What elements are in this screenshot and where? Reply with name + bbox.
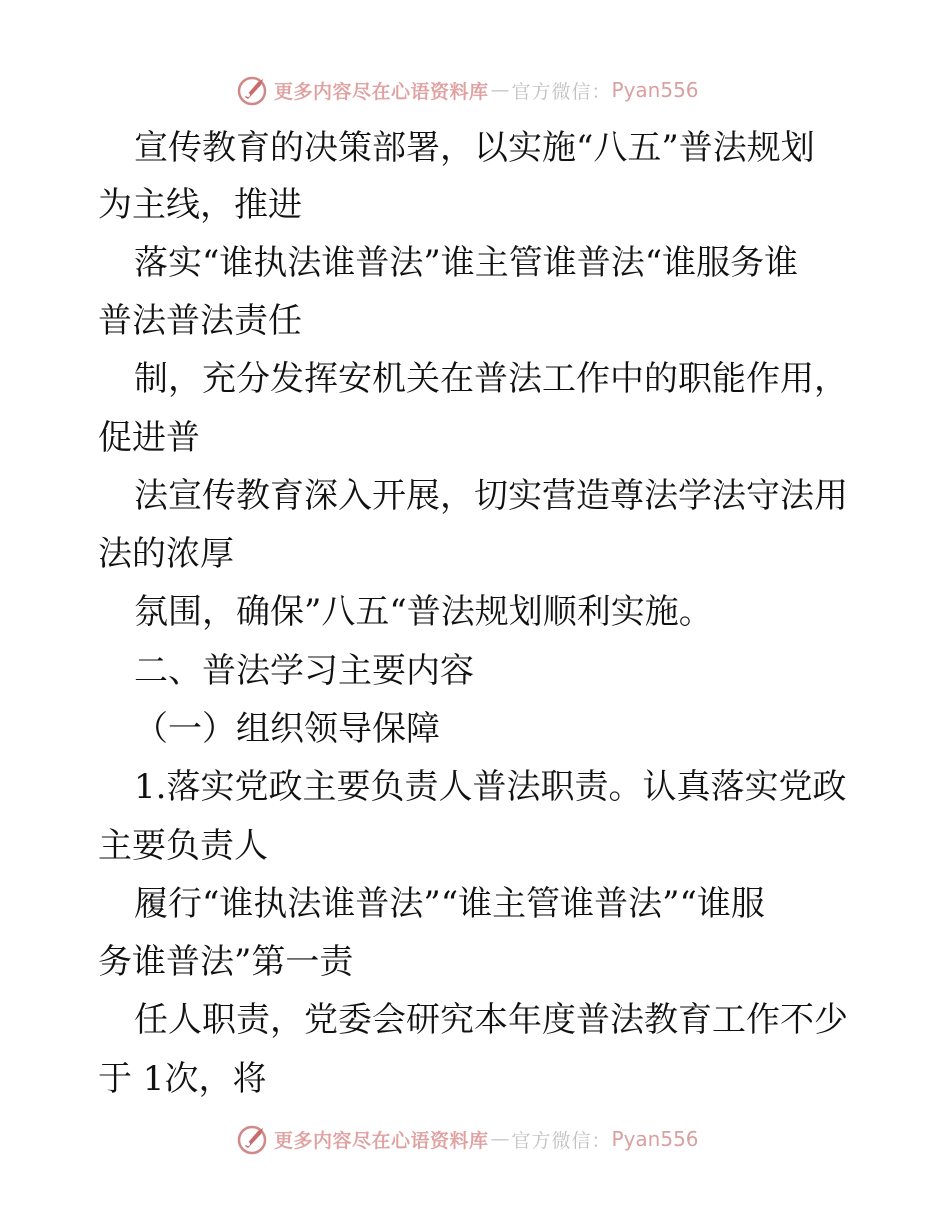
watermark-subtext: 官方微信： <box>511 1129 612 1152</box>
footer-watermark <box>236 1121 699 1157</box>
header-watermark <box>236 72 699 108</box>
text-line: 法的浓厚 <box>98 534 234 574</box>
watermark-text: 更多内容尽在心语资料库 <box>274 1129 489 1152</box>
text-line: 履行“谁执法谁普法”“谁主管谁普法”“谁服 <box>134 884 765 924</box>
pen-nib-circle-icon <box>236 1122 270 1156</box>
text-line: 落实“谁执法谁普法”谁主管谁普法“谁服务谁 <box>134 243 799 283</box>
watermark-account: Pyan556 <box>611 78 699 102</box>
watermark-subtext: 官方微信： <box>511 80 612 103</box>
watermark-account: Pyan556 <box>611 1127 699 1151</box>
watermark-separator: — <box>490 79 510 101</box>
text-line: 法宣传教育深入开展，切实营造尊法学法守法用 <box>134 476 848 516</box>
text-line: 主要负责人 <box>98 826 268 866</box>
watermark-separator: — <box>490 1128 510 1150</box>
text-line: 于 1次，将 <box>98 1059 267 1099</box>
text-line: 普法普法责任 <box>98 301 302 341</box>
text-line: 宣传教育的决策部署，以实施“八五”普法规划 <box>134 128 815 168</box>
section-heading: 二、普法学习主要内容 <box>134 651 474 691</box>
text-line: 务谁普法”第一责 <box>98 942 354 982</box>
text-line: 制，充分发挥安机关在普法工作中的职能作用， <box>134 359 848 399</box>
text-line: 任人职责，党委会研究本年度普法教育工作不少 <box>134 1000 848 1040</box>
text-line: 为主线，推进 <box>98 185 302 225</box>
pen-nib-circle-icon <box>236 73 270 107</box>
watermark-text: 更多内容尽在心语资料库 <box>274 80 489 103</box>
text-line: 1.落实党政主要负责人普法职责。认真落实党政 <box>134 767 847 807</box>
text-line: 促进普 <box>98 418 200 458</box>
text-line: 氛围，确保”八五“普法规划顺利实施。 <box>134 592 713 632</box>
subsection-heading: （一）组织领导保障 <box>134 709 440 749</box>
